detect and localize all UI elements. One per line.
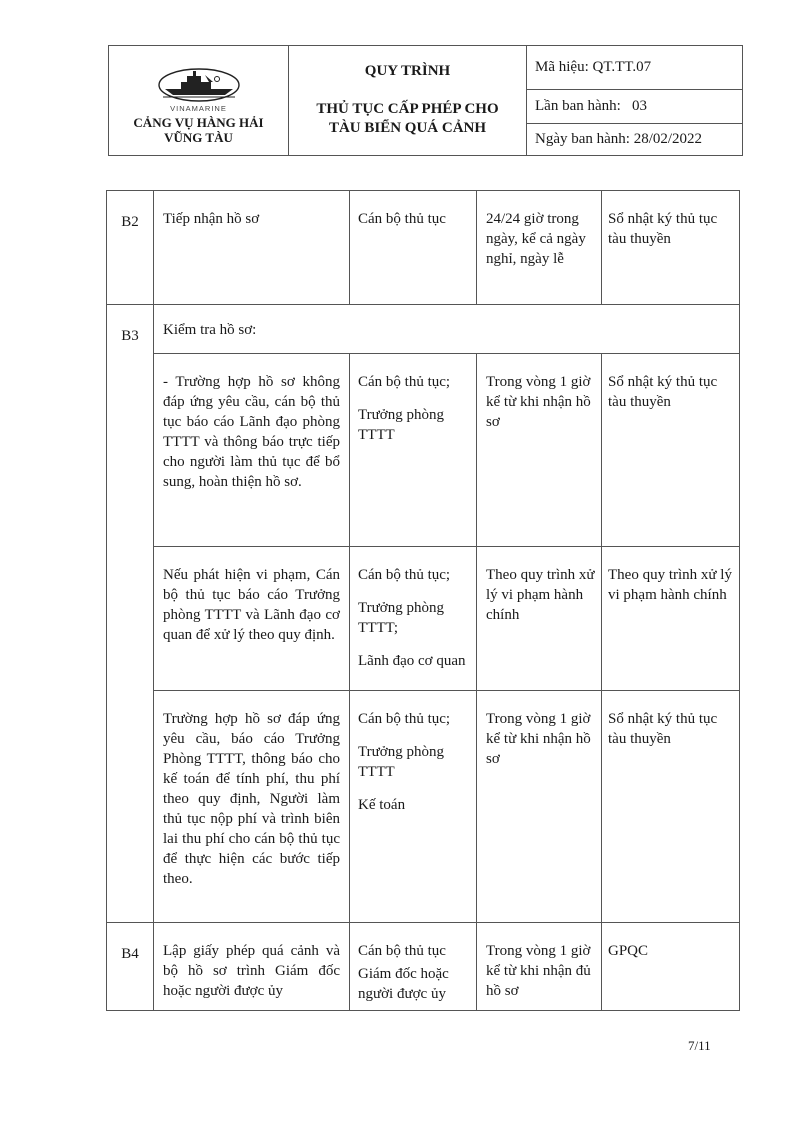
responsible-line: Lãnh đạo cơ quan: [358, 653, 466, 669]
page-number: 7/11: [688, 1038, 711, 1053]
time-b3-sub1: Trong vòng 1 giờ kể từ khi nhận hồ sơ: [477, 354, 602, 547]
responsible-b3-sub3: [350, 691, 477, 923]
doc-type: QUY TRÌNH: [364, 63, 451, 79]
table-row-b3-title: [107, 305, 740, 354]
responsible-line: Trưởng phòng TTTT: [358, 744, 444, 780]
responsible-line: Trưởng phòng TTTT;: [358, 600, 444, 636]
responsible-line: Trưởng phòng TTTT: [358, 407, 444, 443]
responsible-line: Giám đốc hoặc người được ủy: [358, 966, 449, 1002]
table-row-b3-sub1: [107, 354, 740, 547]
step-b2: B2: [107, 191, 154, 305]
doc-edition: Lần ban hành: 03: [527, 90, 743, 124]
task-b3-title: Kiểm tra hồ sơ:: [154, 305, 740, 354]
document-header: [108, 45, 743, 156]
table-row-b3-sub2: [107, 547, 740, 691]
responsible-line: Cán bộ thủ tục;: [358, 374, 451, 390]
step-b4: B4: [107, 923, 154, 1011]
record-b2: Sổ nhật ký thủ tục tàu thuyền: [602, 191, 740, 305]
task-b2: Tiếp nhận hồ sơ: [154, 191, 350, 305]
table-row-b2: [107, 191, 740, 305]
record-b3-sub1: Sổ nhật ký thủ tục tàu thuyền: [602, 354, 740, 547]
org-name-line1: CẢNG VỤ HÀNG HẢI: [133, 114, 264, 130]
task-b3-sub2: Nếu phát hiện vi phạm, Cán bộ thủ tục báo cáo Trưởng phòng TTTT và Lãnh đạo cơ quan để xử lý theo quy định.: [154, 547, 350, 691]
doc-title-block: [289, 46, 527, 156]
responsible-b3-sub1: [350, 354, 477, 547]
task-b4: Lập giấy phép quá cảnh và bộ hồ sơ trình Giám đốc hoặc người được ủy: [154, 923, 350, 1011]
record-b3-sub2: Theo quy trình xử lý vi phạm hành chính: [602, 547, 740, 691]
record-b3-sub3: Sổ nhật ký thủ tục tàu thuyền: [602, 691, 740, 923]
responsible-line: Cán bộ thủ tục;: [358, 711, 451, 727]
responsible-b4: [350, 923, 477, 1011]
time-b2: 24/24 giờ trong ngày, kể cả ngày nghỉ, ngày lễ: [477, 191, 602, 305]
task-b3-sub3: Trường hợp hồ sơ đáp ứng yêu cầu, báo cáo Trưởng Phòng TTTT, thông báo cho kế toán để tính phí, thu phí theo quy định, Người làm thủ tục nộp phí và trình biên lai thu phí cho cán bộ thủ tục để thực hiện các bước tiếp theo.: [154, 691, 350, 923]
time-b3-sub2: Theo quy trình xử lý vi phạm hành chính: [477, 547, 602, 691]
doc-issue-date: Ngày ban hành: 28/02/2022: [527, 124, 743, 156]
procedure-table: [106, 190, 740, 1011]
logo-text: VINAMARINE: [170, 103, 227, 113]
responsible-b2: Cán bộ thủ tục: [350, 191, 477, 305]
responsible-line: Cán bộ thủ tục: [358, 943, 446, 959]
time-b4: Trong vòng 1 giờ kể từ khi nhận đủ hồ sơ: [477, 923, 602, 1011]
vinamarine-ship-logo-icon: [157, 67, 241, 103]
org-name: [109, 115, 288, 145]
table-row-b4: [107, 923, 740, 1011]
task-b3-sub1: - Trường hợp hồ sơ không đáp ứng yêu cầu, cán bộ thủ tục báo cáo Lãnh đạo phòng TTTT và thông báo trực tiếp cho người làm thủ tục để bổ sung, hoàn thiện hồ sơ.: [154, 354, 350, 547]
doc-title-line1: THỦ TỤC CẤP PHÉP CHO: [316, 101, 499, 117]
doc-title-line2: TÀU BIỂN QUÁ CẢNH: [328, 120, 487, 136]
table-row-b3-sub3: [107, 691, 740, 923]
doc-code: Mã hiệu: QT.TT.07: [527, 46, 743, 90]
org-logo-block: [109, 46, 289, 156]
responsible-line: Cán bộ thủ tục;: [358, 567, 451, 583]
record-b4: GPQC: [602, 923, 740, 1011]
org-name-line2: VŨNG TÀU: [164, 129, 233, 145]
responsible-b3-sub2: [350, 547, 477, 691]
step-b3: B3: [107, 305, 154, 923]
responsible-line: Kế toán: [358, 797, 406, 813]
time-b3-sub3: Trong vòng 1 giờ kể từ khi nhận hồ sơ: [477, 691, 602, 923]
